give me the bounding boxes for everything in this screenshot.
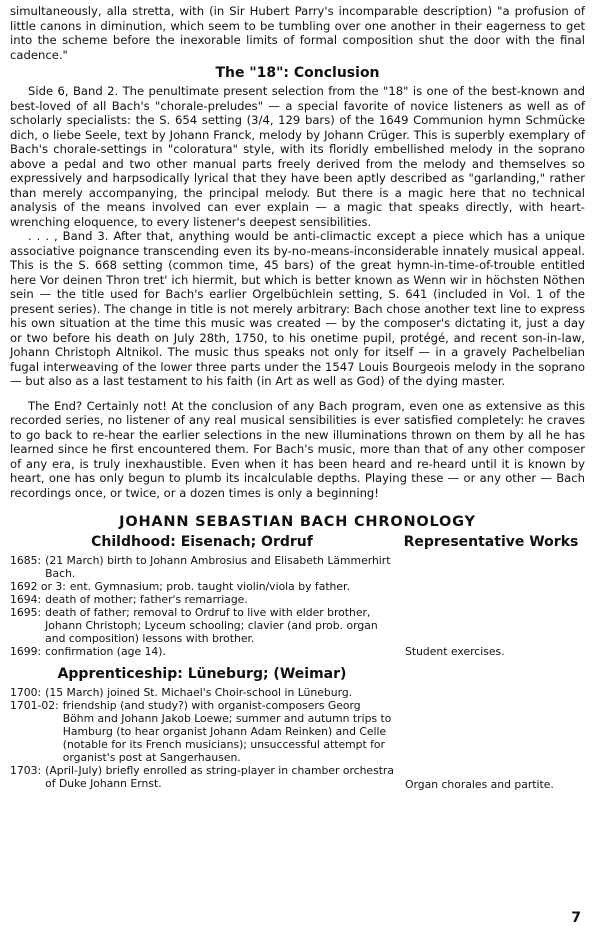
chronology-section-childhood (10, 554, 585, 658)
entry-text: confirmation (age 14). (45, 645, 166, 658)
chronology-entry (10, 554, 395, 580)
entry-year: 1685: (10, 554, 42, 567)
works-column (405, 554, 585, 658)
chronology-title: JOHANN SEBASTIAN BACH CHRONOLOGY (119, 514, 476, 530)
entry-text: (15 March) joined St. Michael's Choir-school in Lüneburg. (45, 686, 353, 699)
entry-year: 1701-02: (10, 699, 59, 712)
chronology-entry (10, 699, 395, 764)
entry-text: (April-July) briefly enrolled as string-player in chamber orchestra of Duke Johann Ernst. (45, 764, 394, 790)
section-heading-childhood: Childhood: Eisenach; Ordruf (91, 534, 313, 550)
chronology-entry (10, 645, 395, 658)
paragraph-the-end: The End? Certainly not! At the conclusion of any Bach program, even one as extensive as this recorded series, no listener of any real musical sensibilities is ever satisfied completely: he craves to go back to re-hear the earlier selections in the new illuminations thrown on them by all he has learned since he first encountered them. For Bach's music, more than that of any other composer of any era, is truly inexhaustible. Even when it has been heard and re-heard until it is known by heart, one has only begun to plumb its incalculable depths. Playing these — or any other — Bach recordings once, or twice, or a dozen times is only a beginning! (10, 398, 585, 500)
entry-year: 1692 or 3: (10, 580, 66, 593)
works-heading: Representative Works (403, 534, 579, 550)
section-heading-conclusion: The "18": Conclusion (215, 65, 380, 81)
chronology-section-apprenticeship (10, 686, 585, 790)
chronology-entry (10, 580, 395, 593)
entry-text: friendship (and study?) with organist-composers Georg Böhm and Johann Jakob Loewe; summer and autumn trips to Hamburg (to hear organist Johann Adam Reinken) and Celle (notable for its French musicians); unsuccessful attempt for organist's post at Sangerhausen. (62, 699, 392, 764)
representative-work: Student exercises. (405, 645, 505, 658)
entry-year: 1694: (10, 593, 42, 606)
chronology-entry (10, 764, 395, 790)
entry-text: ent. Gymnasium; prob. taught violin/viola by father. (69, 580, 350, 593)
entry-year: 1700: (10, 686, 42, 699)
representative-work: Organ chorales and partite. (405, 778, 554, 791)
chronology-entry (10, 606, 395, 645)
entry-text: (21 March) birth to Johann Ambrosius and Elisabeth Lämmerhirt Bach. (45, 554, 391, 580)
section-heading-apprenticeship: Apprenticeship: Lüneburg; (Weimar) (57, 666, 347, 682)
page-number: 7 (571, 910, 581, 926)
paragraph-side6-band2: Side 6, Band 2. The penultimate present selection from the "18" is one of the best-known and best-loved of all Bach's "chorale-preludes" — a special favorite of novice listeners as well as of scholarly specialists: the S. 654 setting (3/4, 129 bars) of the 1649 Communion hymn Schmücke dich, o liebe Seele, text by Johann Franck, melody by Johann Crüger. This is superbly exemplary of Bach's chorale-settings in "coloratura" style, with its floridly embellished melody in the soprano above a pedal and two other manual parts freely derived from the melody and themselves so expressively and harpsodically lyrical that they have been aptly described as "garlanding," rather than merely accompanying, the principal melody. But there is a magic here that no technical analysis of the means involved can ever explain — a magic that speaks directly, with heart-wrenching eloquence, to every listener's deepest sensibilities. (10, 84, 585, 229)
chronology-entry (10, 686, 395, 699)
entry-text: death of father; removal to Ordruf to live with elder brother, Johann Christoph; Lyceum schooling; clavier (and prob. organ and composition) lessons with brother. (45, 606, 378, 645)
page-body (10, 4, 585, 790)
entry-year: 1703: (10, 764, 42, 777)
entry-year: 1699: (10, 645, 42, 658)
paragraph-intro: simultaneously, alla stretta, with (in Sir Hubert Parry's incomparable description) "a profusion of little canons in diminution, which seem to be tumbling over one another in their eagerness to get into the scheme before the inexorable limits of formal composition shut the door with the final cadence." (10, 4, 585, 62)
chronology-entries (10, 686, 395, 790)
chronology-entries (10, 554, 395, 658)
entry-text: death of mother; father's remarriage. (45, 593, 248, 606)
works-column (405, 686, 585, 790)
paragraph-band3: . . . , Band 3. After that, anything would be anti-climactic except a piece which has a unique associative poignance transcending even its by-no-means-inconsiderable innately musical appeal. This is the S. 668 setting (common time, 45 bars) of the great hymn-in-time-of-trouble entitled here Vor deinen Thron tret' ich hiermit, but which is better known as Wenn wir in höchsten Nöthen sein — the title used for Bach's earlier Orgelbüchlein setting, S. 641 (included in Vol. 1 of the present series). The change in title is not merely arbitrary: Bach chose another text line to express his own situation at the time this music was created — by the composer's dictating it, just a day or two before his death on July 28th, 1750, to his onetime pupil, protégé, and recent son-in-law, Johann Christoph Altnikol. The music thus speaks not only for itself — in a gravely Pachelbelian fugal interweaving of the lower three parts under the 1547 Louis Bourgeois melody in the soprano — but also as a last testament to his faith (in Art as well as God) of the dying master. (10, 229, 585, 388)
chronology-column-heads (10, 534, 585, 550)
chronology-entry (10, 593, 395, 606)
entry-year: 1695: (10, 606, 42, 619)
